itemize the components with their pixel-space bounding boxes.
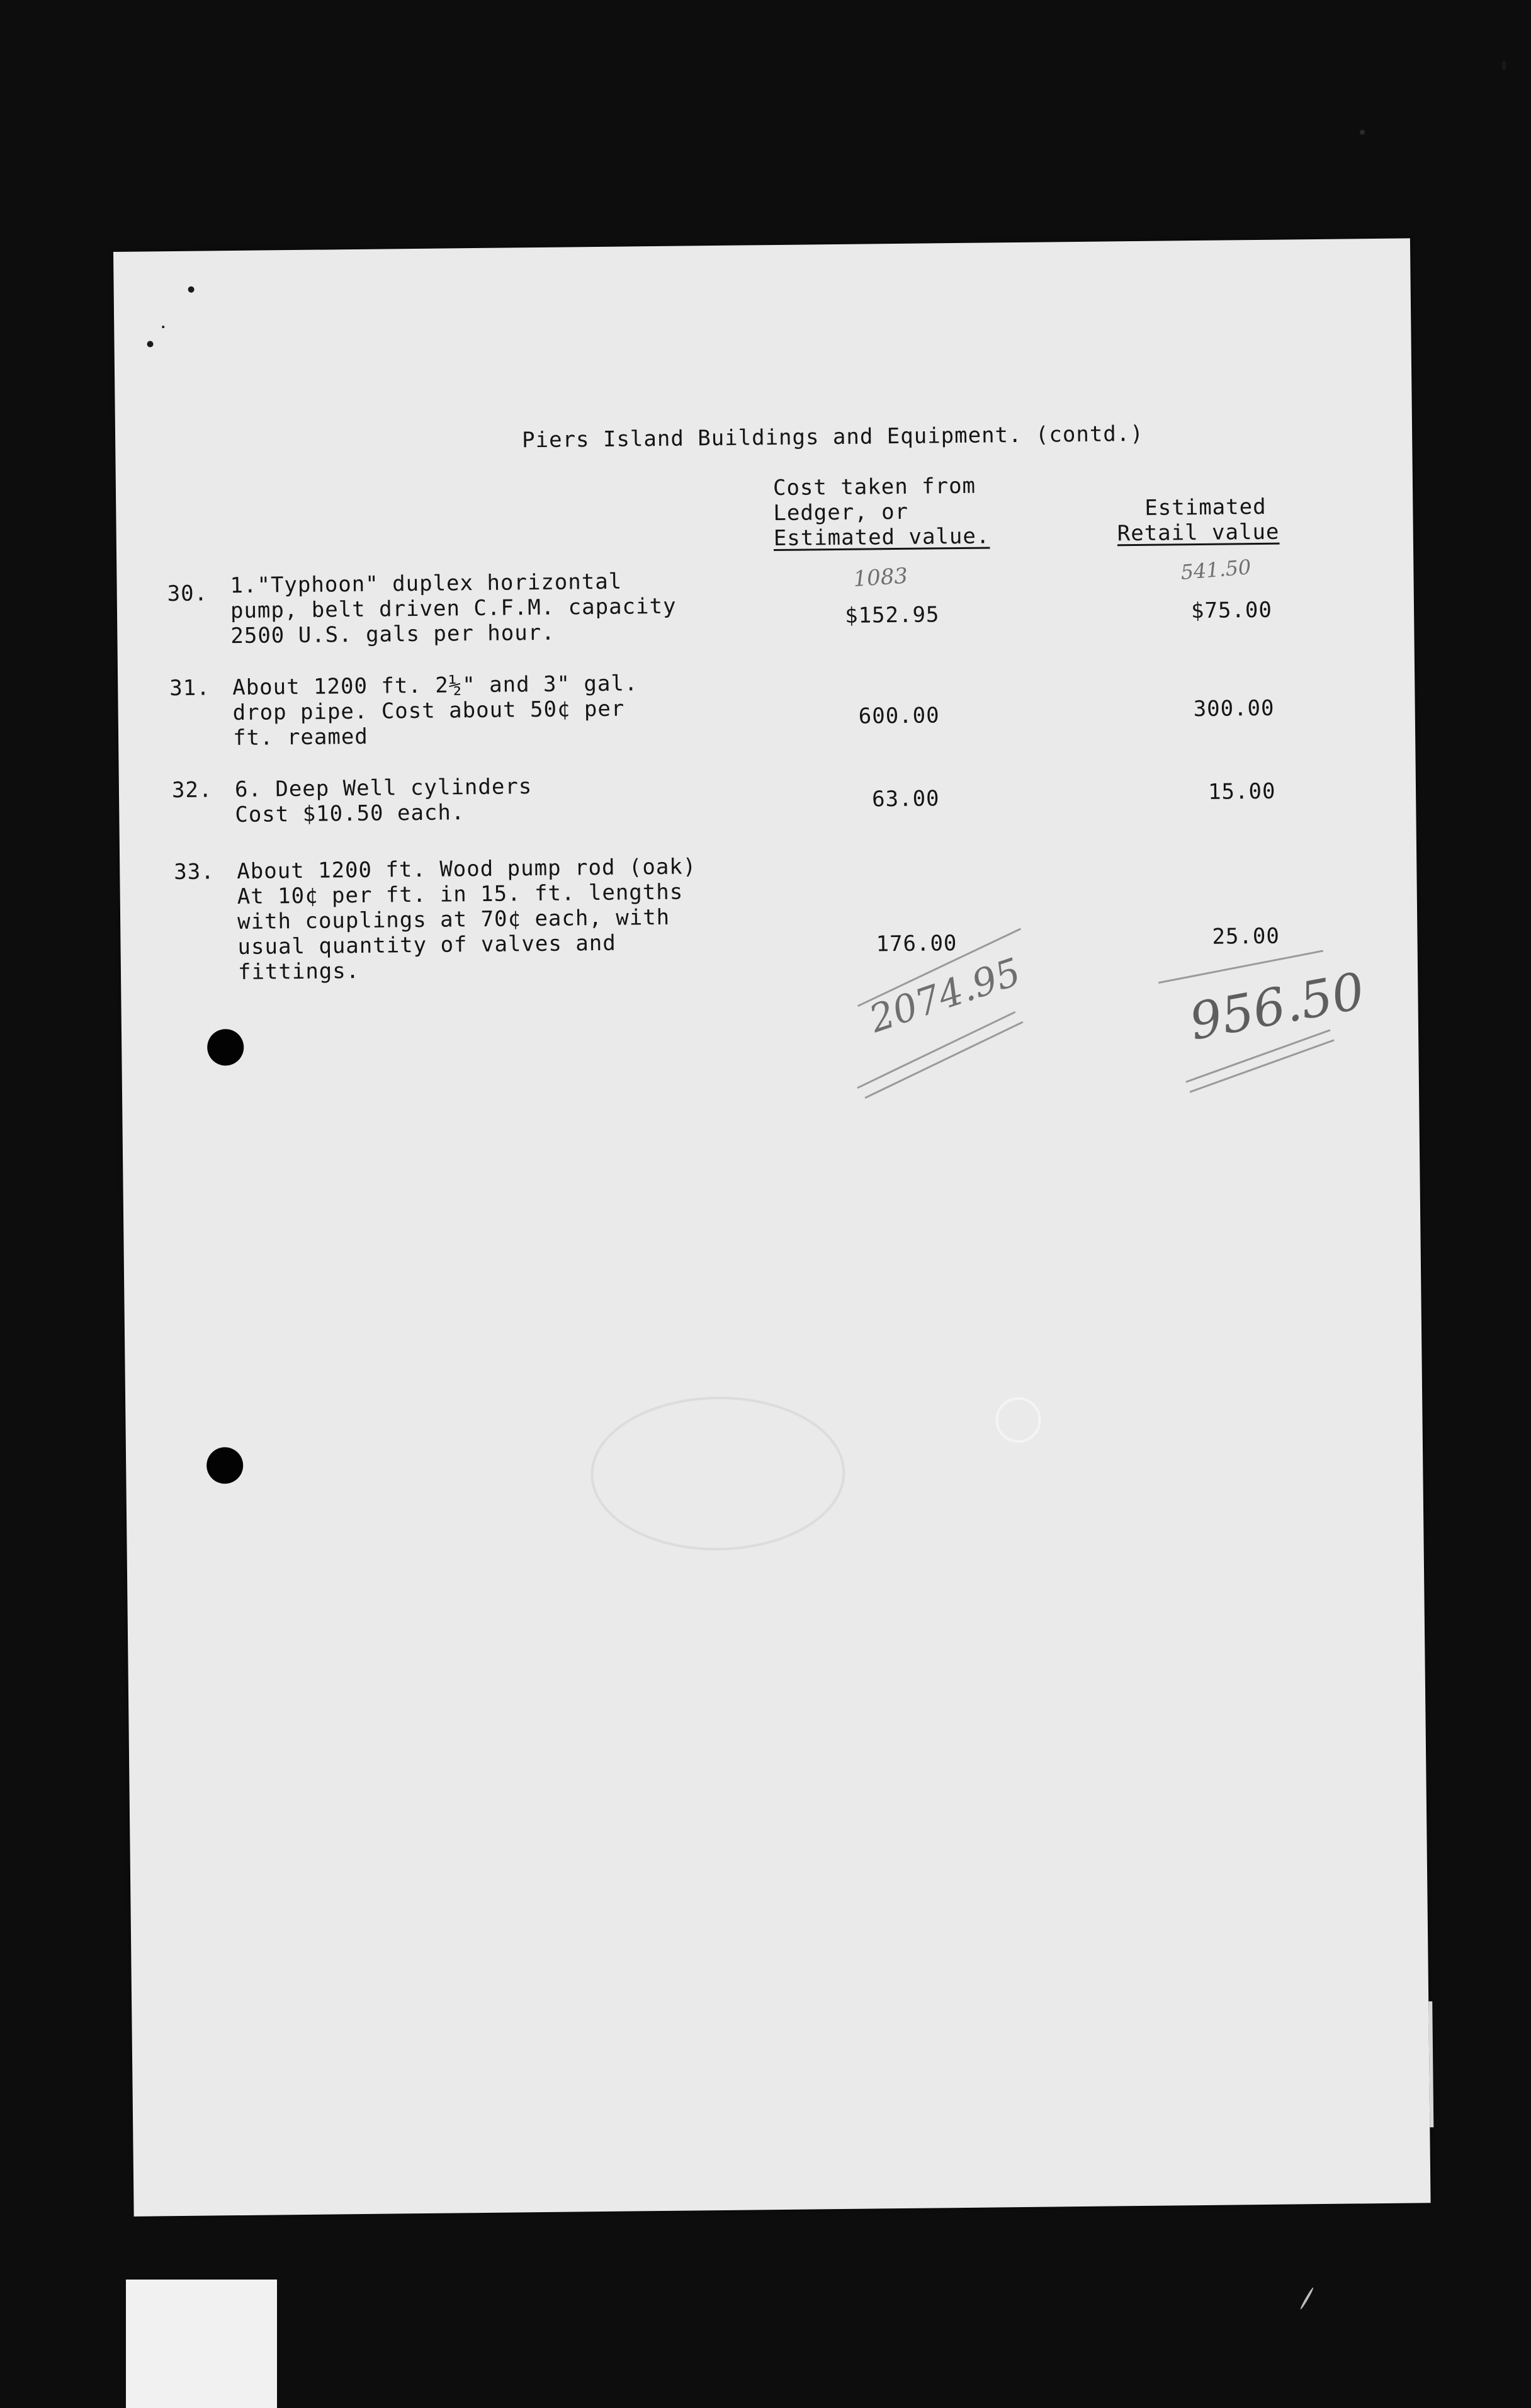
cost-value: 63.00: [871, 786, 940, 812]
document-page: [113, 238, 1431, 2216]
cost-value: $152.95: [844, 602, 940, 628]
item-line: usual quantity of valves and: [237, 930, 616, 960]
retail-header-line: Retail value: [1117, 519, 1280, 547]
scanner-leader-strip: [126, 2280, 277, 2408]
handwritten-note: 541.50: [1180, 555, 1252, 585]
dust-speck: [1360, 130, 1365, 135]
item-line: About 1200 ft. Wood pump rod (oak): [237, 854, 697, 884]
dust-speck: [1502, 60, 1506, 71]
retail-value: 15.00: [1207, 778, 1276, 805]
cost-value: 176.00: [876, 931, 958, 957]
page-edge: [1428, 2001, 1433, 2127]
item-number: 31.: [169, 675, 210, 701]
item-line: with couplings at 70¢ each, with: [237, 904, 670, 934]
retail-value: $75.00: [1190, 597, 1273, 624]
item-line: drop pipe. Cost about 50¢ per: [232, 696, 625, 726]
cost-header-line: Cost taken from: [772, 473, 976, 501]
item-number: 32.: [171, 777, 213, 804]
handwritten-total: 2074.95: [864, 950, 1026, 1042]
item-line: 1."Typhoon" duplex horizontal: [230, 569, 623, 599]
cost-header-line: Estimated value.: [773, 523, 990, 552]
item-number: 33.: [174, 859, 215, 885]
item-number: 30.: [167, 581, 208, 607]
cost-value: 600.00: [858, 703, 940, 729]
dust-scratch: [1299, 2287, 1314, 2310]
retail-value: 300.00: [1193, 695, 1275, 722]
item-line: 6. Deep Well cylinders: [234, 774, 533, 803]
item-line: 2500 U.S. gals per hour.: [230, 620, 555, 649]
retail-value: 25.00: [1212, 923, 1280, 950]
page-title: Piers Island Buildings and Equipment. (contd.): [521, 421, 1144, 453]
faint-stamp-ring: [591, 1397, 844, 1550]
item-line: pump, belt driven C.F.M. capacity: [230, 593, 677, 624]
item-line: ft. reamed: [232, 724, 368, 751]
handwritten-note: 1083: [852, 563, 909, 592]
item-line: About 1200 ft. 2½" and 3" gal.: [232, 671, 638, 701]
item-line: At 10¢ per ft. in 15. ft. lengths: [237, 879, 684, 909]
retail-header-line: Estimated: [1144, 494, 1267, 521]
faint-mark: [997, 1399, 1040, 1442]
cost-header-line: Ledger, or: [773, 499, 909, 526]
handwritten-total: 956.50: [1185, 961, 1369, 1052]
item-line: Cost $10.50 each.: [235, 800, 465, 828]
item-line: fittings.: [237, 958, 360, 985]
bleed-through: [113, 238, 1427, 1888]
